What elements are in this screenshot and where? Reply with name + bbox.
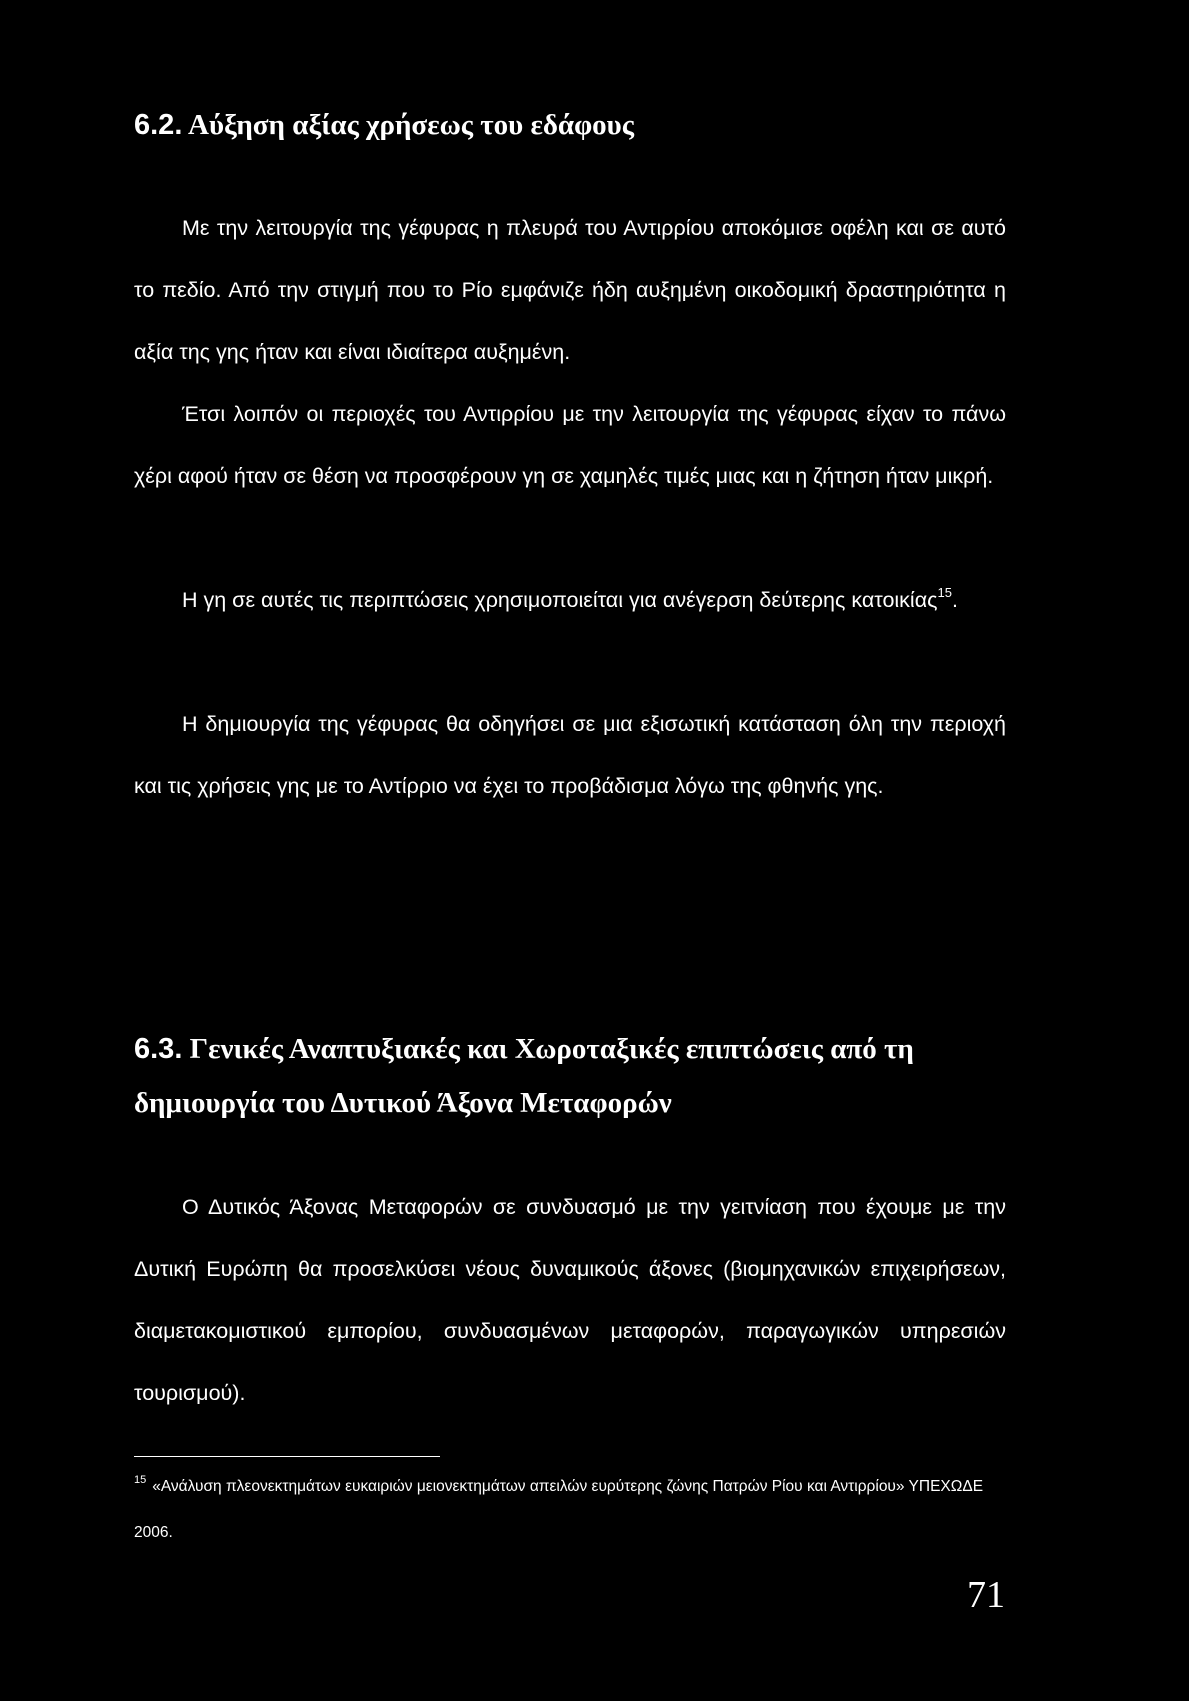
page-number: 71 <box>967 1574 1005 1616</box>
section-heading-6-2 <box>134 98 1014 152</box>
section-title: Αύξηση αξίας χρήσεως του εδάφους <box>188 109 634 141</box>
section-number: 6.2. <box>134 109 183 141</box>
paragraph-land-benefits: Με την λειτουργία της γέφυρας η πλευρά του Αντιρρίου αποκόμισε οφέλη και σε αυτό το πεδίο. Από την στιγμή που το Ρίο εμφάνιζε ήδη αυξημένη οικοδομική δραστηριότητα η αξία της γης ήταν και είναι ιδιαίτερα αυξημένη. <box>134 216 1006 364</box>
paragraph-second-homes <box>134 569 1006 631</box>
paragraph-text: Η γη σε αυτές τις περιπτώσεις χρησιμοποιείται για ανέγερση δεύτερης κατοικίας <box>182 588 938 612</box>
paragraph-end: . <box>951 588 958 612</box>
footnote-reference[interactable]: 15 <box>937 585 952 600</box>
section-number: 6.3. <box>134 1033 183 1065</box>
paragraph-equalization: Η δημιουργία της γέφυρας θα οδηγήσει σε μια εξισωτική κατάσταση όλη την περιοχή και τις χρήσεις γης με το Αντίρριο να έχει το προβάδισμα λόγω της φθηνής γης. <box>134 712 1006 798</box>
paragraph-western-axis: Ο Δυτικός Άξονας Μεταφορών σε συνδυασμό με την γειτνίαση που έχουμε με την Δυτική Ευρώπη θα προσελκύσει νέους δυναμικούς άξονες (βιομηχανικών επιχειρήσεων, διαμετακομιστικού εμπορίου, συνδυασμένων μεταφορών, παραγωγικών υπηρεσιών τουρισμού). <box>134 1195 1006 1405</box>
footnote-text: «Ανάλυση πλεονεκτημάτων ευκαιριών μειονεκτημάτων απειλών ευρύτερης ζώνης Πατρών Ρίου και Αντιρρίου» ΥΠΕΧΩΔΕ 2006. <box>134 1478 984 1541</box>
footnote <box>134 1464 1006 1556</box>
footnote-number: 15 <box>134 1474 147 1486</box>
section-heading-6-3 <box>134 1022 1014 1130</box>
footnote-separator <box>134 1456 440 1457</box>
section-title: Γενικές Αναπτυξιακές και Χωροταξικές επιπτώσεις από τη δημιουργία του Δυτικού Άξονα Μεταφορών <box>134 1033 914 1119</box>
paragraph-antirrio-advantage: Έτσι λοιπόν οι περιοχές του Αντιρρίου με την λειτουργία της γέφυρας είχαν το πάνω χέρι αφού ήταν σε θέση να προσφέρουν γη σε χαμηλές τιμές μιας και η ζήτηση ήταν μικρή. <box>134 402 1006 488</box>
